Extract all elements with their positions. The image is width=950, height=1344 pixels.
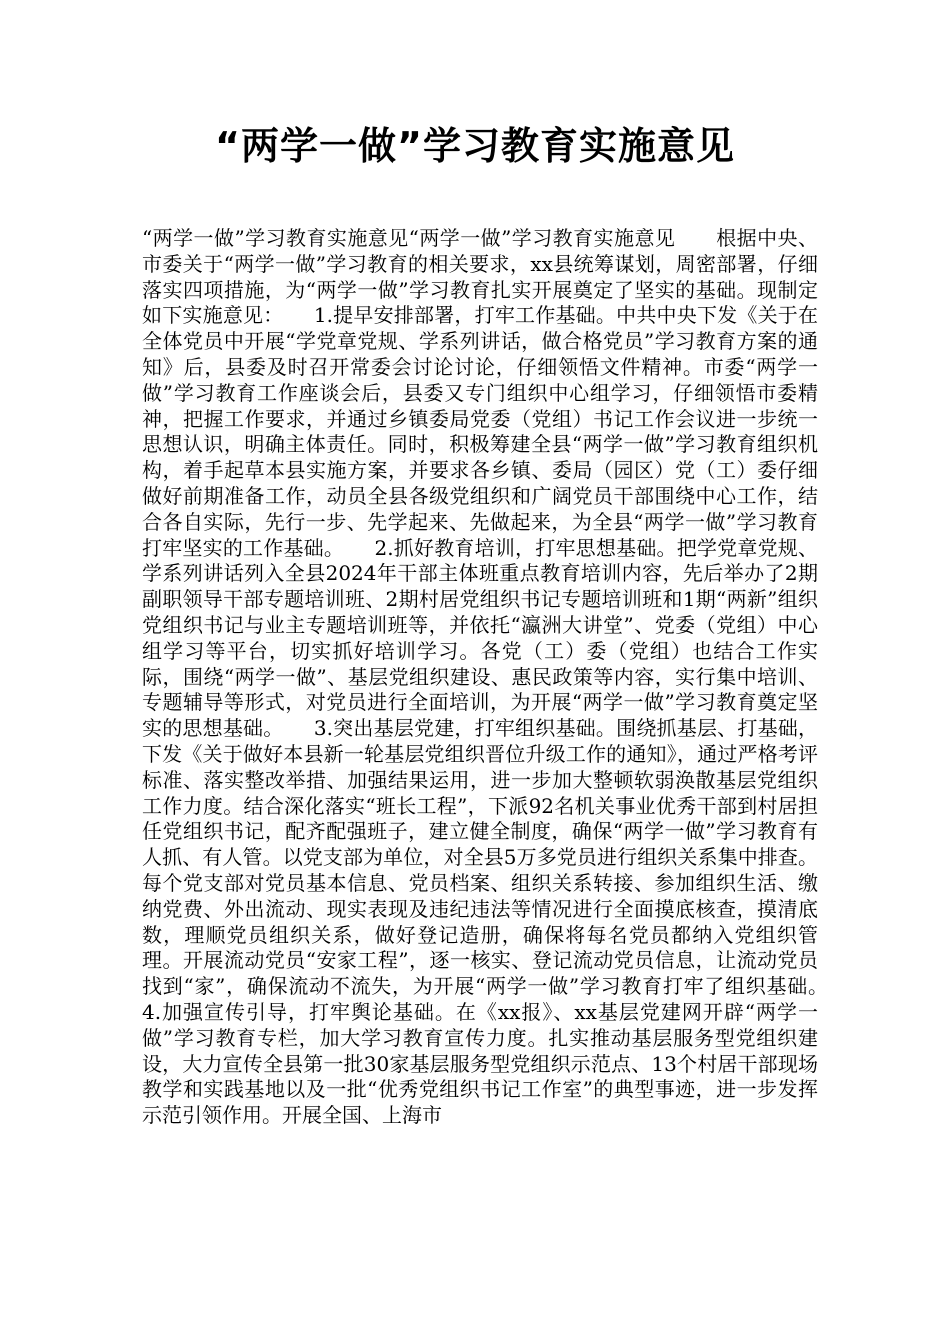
document-body-text: “两学一做”学习教育实施意见“两学一做”学习教育实施意见 根据中央、市委关于“两学一做”学习教育的相关要求，xx县统筹谋划，周密部署，仔细落实四项措施，为“两学一做”学习教育扎实开展奠定了坚实的基础。现制定如下实施意见： 1.提早安排部署，打牢工作基础。中共中央下发《关于在全体党员中开展“学党章党规、学系列讲话，做合格党员”学习教育方案的通知》后，县委及时召开常委会讨论讨论，仔细领悟文件精神。市委“两学一做”学习教育工作座谈会后，县委又专门组织中心组学习，仔细领悟市委精神，把握工作要求，并通过乡镇委局党委（党组）书记工作会议进一步统一思想认识，明确主体责任。同时，积极筹建全县“两学一做”学习教育组织机构，着手起草本县实施方案，并要求各乡镇、委局（园区）党（工）委仔细做好前期准备工作，动员全县各级党组织和广阔党员干部围绕中心工作，结合各自实际，先行一步、先学起来、先做起来，为全县“两学一做”学习教育打牢坚实的工作基础。 2.抓好教育培训，打牢思想基础。把学党章党规、学系列讲话列入全县2024年干部主体班重点教育培训内容，先后举办了2期副职领导干部专题培训班、2期村居党组织书记专题培训班和1期“两新”组织党组织书记与业主专题培训班等，并依托“瀛洲大讲堂”、党委（党组）中心组学习等平台，切实抓好培训学习。各党（工）委（党组）也结合工作实际，围绕“两学一做”、基层党组织建设、惠民政策等内容，实行集中培训、专题辅导等形式，对党员进行全面培训，为开展“两学一做”学习教育奠定坚实的思想基础。 3.突出基层党建，打牢组织基础。围绕抓基层、打基础，下发《关于做好本县新一轮基层党组织晋位升级工作的通知》，通过严格考评标准、落实整改举措、加强结果运用，进一步加大整顿软弱涣散基层党组织工作力度。结合深化落实“班长工程”，下派92名机关事业优秀干部到村居担任党组织书记，配齐配强班子，建立健全制度，确保“两学一做”学习教育有人抓、有人管。以党支部为单位，对全县5万多党员进行组织关系集中排查。每个党支部对党员基本信息、党员档案、组织关系转接、参加组织生活、缴纳党费、外出流动、现实表现及违纪违法等情况进行全面摸底核查，摸清底数，理顺党员组织关系，做好登记造册，确保将每名党员都纳入党组织管理。开展流动党员“安家工程”，逐一核实、登记流动党员信息，让流动党员找到“家”，确保流动不流失，为开展“两学一做”学习教育打牢了组织基础。 4.加强宣传引导，打牢舆论基础。在《xx报》、xx基层党建网开辟“两学一做”学习教育专栏，加大学习教育宣传力度。扎实推动基层服务型党组织建设，大力宣传全县第一批30家基层服务型党组织示范点、13个村居干部现场教学和实践基地以及一批“优秀党组织书记工作室”的典型事迹，进一步发挥示范引领作用。开展全国、上海市 (142, 226, 858, 1128)
document-title: “两学一做”学习教育实施意见 (215, 124, 735, 168)
